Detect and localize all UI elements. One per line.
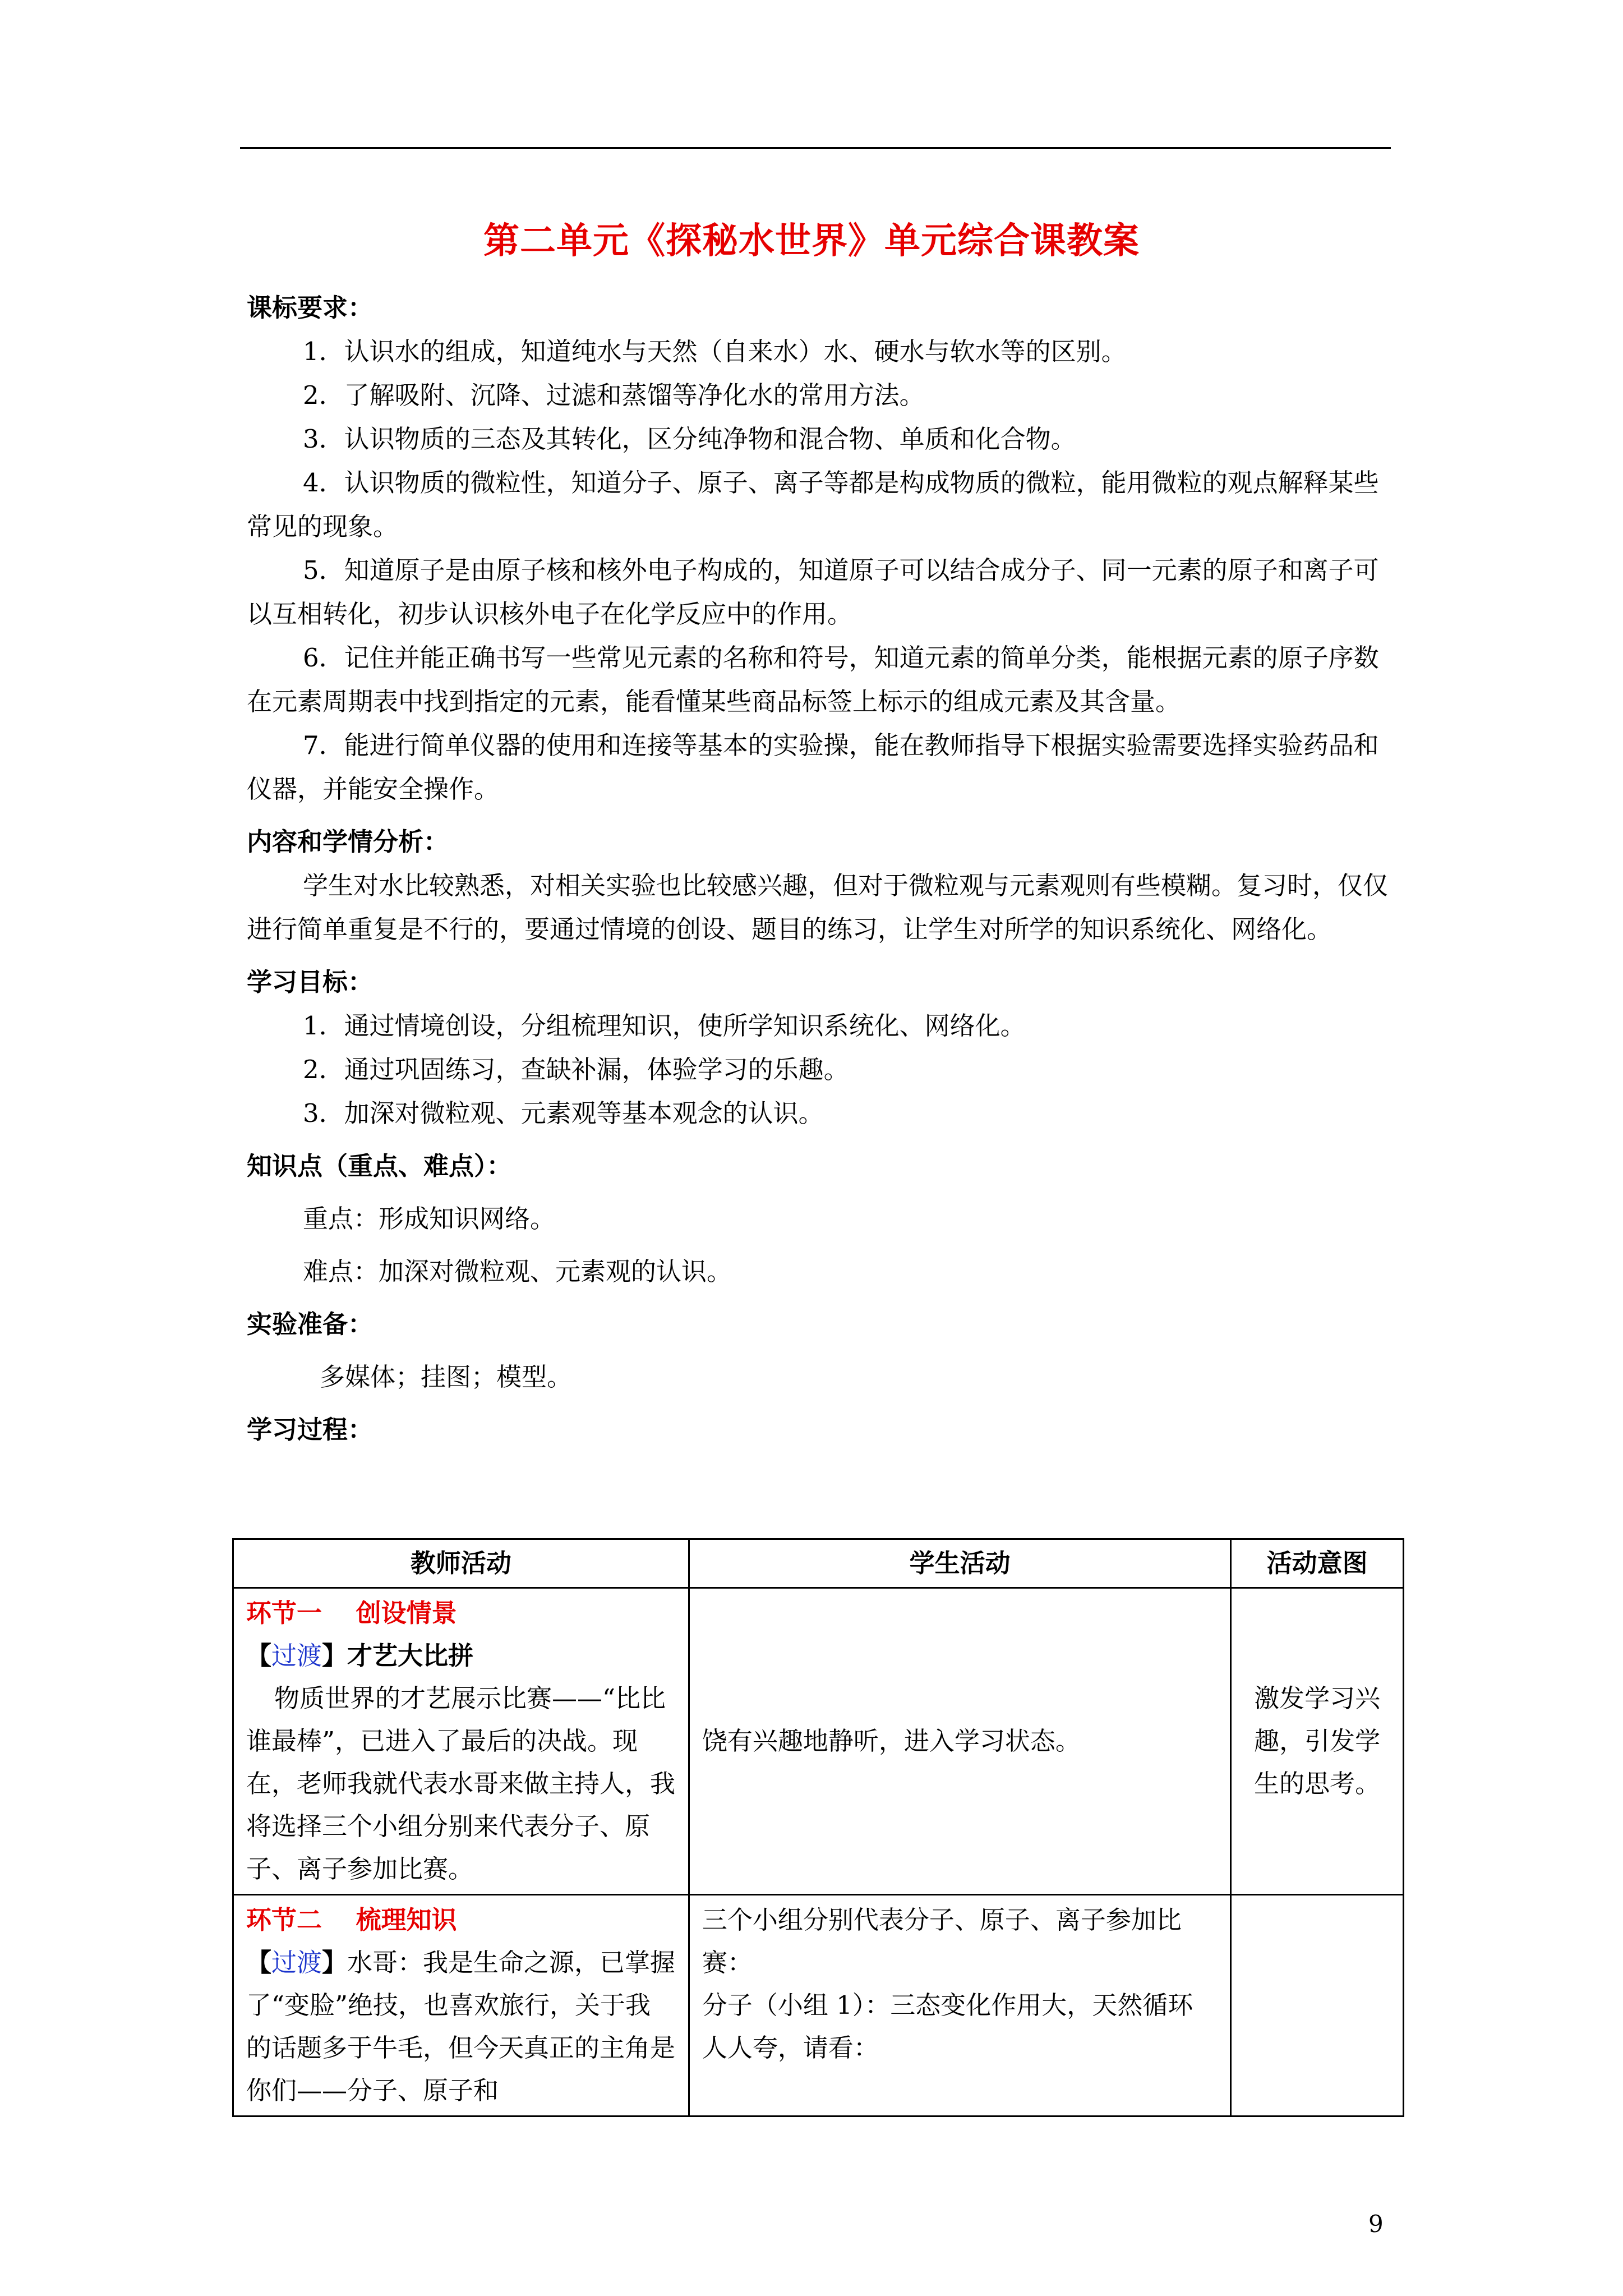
transition-subtitle: 才艺大比拼 xyxy=(347,1641,474,1671)
bracket-close: 】 xyxy=(322,1948,348,1977)
section-heading-analysis: 内容和学情分析： xyxy=(247,827,449,857)
bracket-open: 【 xyxy=(246,1948,272,1977)
table-header-row xyxy=(233,1539,1404,1588)
curriculum-item: 5．知道原子是由原子核和核外电子构成的，知道原子可以结合成分子、同一元素的原子和离子可以互相转化，初步认识核外电子在化学反应中的作用。 xyxy=(247,555,1379,629)
goal-item: 1．通过情境创设，分组梳理知识，使所学知识系统化、网络化。 xyxy=(303,1011,1026,1041)
transition-tag: 过渡 xyxy=(271,1641,322,1671)
intent-cell xyxy=(1231,1895,1404,2116)
transition-tag: 过渡 xyxy=(271,1948,322,1977)
teacher-cell xyxy=(233,1588,689,1895)
difficult-point: 难点：加深对微粒观、元素观的认识。 xyxy=(303,1257,732,1286)
process-table xyxy=(232,1538,1404,2117)
student-line: 三个小组分别代表分子、原子、离子参加比赛： xyxy=(702,1905,1182,1977)
goal-item: 3．加深对微粒观、元素观等基本观念的认识。 xyxy=(303,1098,824,1128)
table-row xyxy=(233,1895,1404,2116)
key-point: 重点：形成知识网络。 xyxy=(303,1204,556,1234)
prep-text: 多媒体；挂图；模型。 xyxy=(320,1362,573,1392)
col-header-intent: 活动意图 xyxy=(1231,1539,1404,1588)
teacher-text: 物质世界的才艺展示比赛——“比比谁最棒”，已进入了最后的决战。现在，老师我就代表水哥来做主持人，我将选择三个小组分别来代表分子、原子、离子参加比赛。 xyxy=(246,1683,676,1884)
analysis-text: 学生对水比较熟悉，对相关实验也比较感兴趣，但对于微粒观与元素观则有些模糊。复习时，仅仅进行简单重复是不行的，要通过情境的创设、题目的练习，让学生对所学的知识系统化、网络化。 xyxy=(247,871,1389,944)
curriculum-item: 4．认识物质的微粒性，知道分子、原子、离子等都是构成物质的微粒，能用微粒的观点解释某些常见的现象。 xyxy=(247,468,1379,541)
curriculum-item: 1．认识水的组成，知道纯水与天然（自来水）水、硬水与软水等的区别。 xyxy=(303,337,1127,366)
stage-label: 环节二 梳理知识 xyxy=(246,1905,457,1935)
section-heading-prep: 实验准备： xyxy=(247,1309,374,1339)
goal-item: 2．通过巩固练习，查缺补漏，体验学习的乐趣。 xyxy=(303,1055,849,1084)
transition-line xyxy=(246,1941,676,2112)
page-number: 9 xyxy=(1368,2210,1384,2238)
section-heading-key-points: 知识点（重点、难点）： xyxy=(247,1151,512,1181)
section-heading-curriculum: 课标要求： xyxy=(247,293,374,323)
student-line: 分子（小组 1）：三态变化作用大，天然循环人人夸，请看： xyxy=(702,1990,1193,2063)
table-row xyxy=(233,1588,1404,1895)
curriculum-item: 6．记住并能正确书写一些常见元素的名称和符号，知道元素的简单分类，能根据元素的原子序数在元素周期表中找到指定的元素，能看懂某些商品标签上标示的组成元素及其含量。 xyxy=(247,643,1379,716)
bracket-close: 】 xyxy=(322,1641,348,1671)
header-rule xyxy=(240,147,1391,149)
section-heading-goals: 学习目标： xyxy=(247,967,374,997)
student-cell xyxy=(689,1895,1230,2116)
col-header-student: 学生活动 xyxy=(689,1539,1230,1588)
transition-line xyxy=(246,1635,676,1677)
stage-label: 环节一 创设情景 xyxy=(246,1598,457,1628)
curriculum-item: 2．了解吸附、沉降、过滤和蒸馏等净化水的常用方法。 xyxy=(303,380,925,410)
page-title: 第二单元《探秘水世界》单元综合课教案 xyxy=(483,220,1140,262)
curriculum-item: 7．能进行简单仪器的使用和连接等基本的实验操，能在教师指导下根据实验需要选择实验药品和仪器，并能安全操作。 xyxy=(247,730,1379,804)
content-body xyxy=(247,286,1391,1452)
intent-cell: 激发学习兴趣，引发学生的思考。 xyxy=(1231,1588,1404,1895)
student-cell: 饶有兴趣地静听，进入学习状态。 xyxy=(689,1588,1230,1895)
bracket-open: 【 xyxy=(246,1641,272,1671)
teacher-text: 水哥：我是生命之源，已掌握了“变脸”绝技，也喜欢旅行，关于我的话题多于牛毛，但今天真正的主角是你们——分子、原子和 xyxy=(246,1948,676,2105)
section-heading-process: 学习过程： xyxy=(247,1415,374,1444)
col-header-teacher: 教师活动 xyxy=(233,1539,689,1588)
teacher-cell xyxy=(233,1895,689,2116)
curriculum-item: 3．认识物质的三态及其转化，区分纯净物和混合物、单质和化合物。 xyxy=(303,424,1076,454)
